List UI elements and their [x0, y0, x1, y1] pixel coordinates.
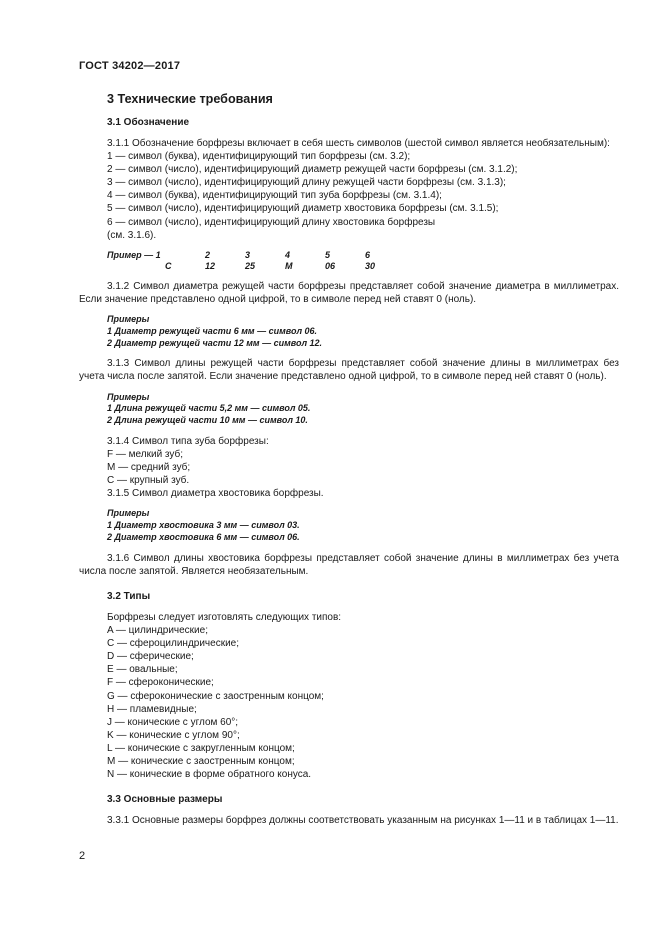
document-body [79, 92, 619, 827]
list-item: N — конические в форме обратного конуса. [107, 769, 312, 781]
example-cell: 25 [245, 260, 256, 271]
examples-title: Примеры [107, 508, 150, 519]
example-cell: 2 [205, 249, 211, 260]
list-item: 1 — символ (буква), идентифицирующий тип борфрезы (см. 3.2); [107, 151, 411, 163]
subsection-title: 3.2 Типы [107, 590, 151, 602]
examples-title: Примеры [107, 391, 150, 402]
list-item: 4 — символ (буква), идентифицирующий тип зуба борфрезы (см. 3.1.4); [107, 190, 442, 202]
example-block [79, 508, 619, 543]
paragraph: 3.1.1 Обозначение борфрезы включает в себя шесть символов (шестой символ является необязательным): [107, 138, 610, 149]
page-number: 2 [79, 850, 86, 862]
example-line: 2 Диаметр режущей части 12 мм — символ 12. [107, 337, 323, 348]
list-item: 5 — символ (число), идентифицирующий диаметр хвостовика борфрезы (см. 3.1.5); [107, 203, 499, 215]
paragraph: 3.1.2 Символ диаметра режущей части борфрезы представляет собой значение диаметра в миллиметрах. Если значение представлено одной цифрой, то в символе перед ней ставят 0 (ноль). [79, 280, 619, 305]
example-cell: C [165, 260, 172, 271]
example-cell: Пример — 1 [107, 249, 161, 260]
list-item: 2 — символ (число), идентифицирующий диаметр режущей части борфрезы (см. 3.1.2); [107, 164, 518, 176]
example-line: 1 Диаметр режущей части 6 мм — символ 06. [107, 325, 318, 336]
example-line: 2 Длина режущей части 10 мм — символ 10. [107, 415, 308, 426]
list-item: M — средний зуб; [107, 462, 191, 474]
list-item: C — крупный зуб. [107, 475, 190, 487]
list-item: J — конические с углом 60°; [107, 716, 239, 728]
list-item: 3 — символ (число), идентифицирующий длину режущей части борфрезы (см. 3.1.3); [107, 177, 506, 189]
example-cell [165, 250, 205, 261]
example-cell: M [285, 260, 293, 271]
example-cell: 06 [325, 260, 336, 271]
list-item: K — конические с углом 90°; [107, 729, 240, 741]
list-item: F — мелкий зуб; [107, 449, 184, 460]
subsection-title: 3.1 Обозначение [107, 117, 190, 128]
list-item: L — конические с закругленным концом; [107, 742, 295, 754]
list-item: A — цилиндрические; [107, 625, 208, 637]
example-line: 1 Диаметр хвостовика 3 мм — символ 03. [107, 520, 300, 531]
example-cell: 6 [365, 249, 371, 260]
list-item: F — сфероконические; [107, 677, 214, 689]
example-block [79, 314, 619, 349]
example-block [79, 250, 619, 272]
example-cell: 30 [365, 260, 376, 271]
list-item: E — овальные; [107, 664, 178, 676]
example-cell: 5 [325, 249, 331, 260]
examples-title: Примеры [107, 313, 150, 324]
document-header: ГОСТ 34202—2017 [79, 60, 181, 72]
example-cell: 4 [285, 249, 291, 260]
example-cell: 3 [245, 249, 251, 260]
paragraph: Борфрезы следует изготовлять следующих типов: [107, 611, 342, 623]
paragraph: 3.1.5 Символ диаметра хвостовика борфрезы. [107, 488, 324, 500]
example-row [79, 250, 619, 261]
list-item: H — пламевидные; [107, 703, 197, 715]
example-block [79, 392, 619, 427]
paragraph: 3.1.3 Символ длины режущей части борфрезы представляет собой значение длины в миллиметрах без учета числа после запятой. Если значение представлено одной цифрой, то в символе перед ней ставят 0 (ноль). [79, 358, 619, 383]
example-cell [107, 261, 165, 272]
paragraph: 3.1.4 Символ типа зуба борфрезы: [107, 435, 269, 447]
subsection-title: 3.3 Основные размеры [107, 794, 223, 806]
list-item: G — сфероконические с заостренным концом; [107, 690, 324, 702]
example-line: 2 Диаметр хвостовика 6 мм — символ 06. [107, 531, 300, 542]
list-item: C — сфероцилиндрические; [107, 638, 240, 650]
example-cell: 12 [205, 260, 216, 271]
paragraph: 3.3.1 Основные размеры борфрез должны соответствовать указанным на рисунках 1—11 и в таблицах 1—11. [107, 815, 619, 827]
example-row [79, 261, 619, 272]
list-item: D — сферические; [107, 651, 194, 663]
list-item: 6 — символ (число), идентифицирующий длину хвостовика борфрезы [107, 216, 436, 228]
list-item: M — конические с заостренным концом; [107, 755, 295, 767]
paragraph: 3.1.6 Символ длины хвостовика борфрезы представляет собой значение длины в миллиметрах без учета числа после запятой. Является необязательным. [79, 552, 619, 577]
section-title: 3 Технические требования [107, 92, 273, 106]
example-line: 1 Длина режущей части 5,2 мм — символ 05. [107, 403, 311, 414]
list-item: (см. 3.1.6). [107, 229, 157, 241]
